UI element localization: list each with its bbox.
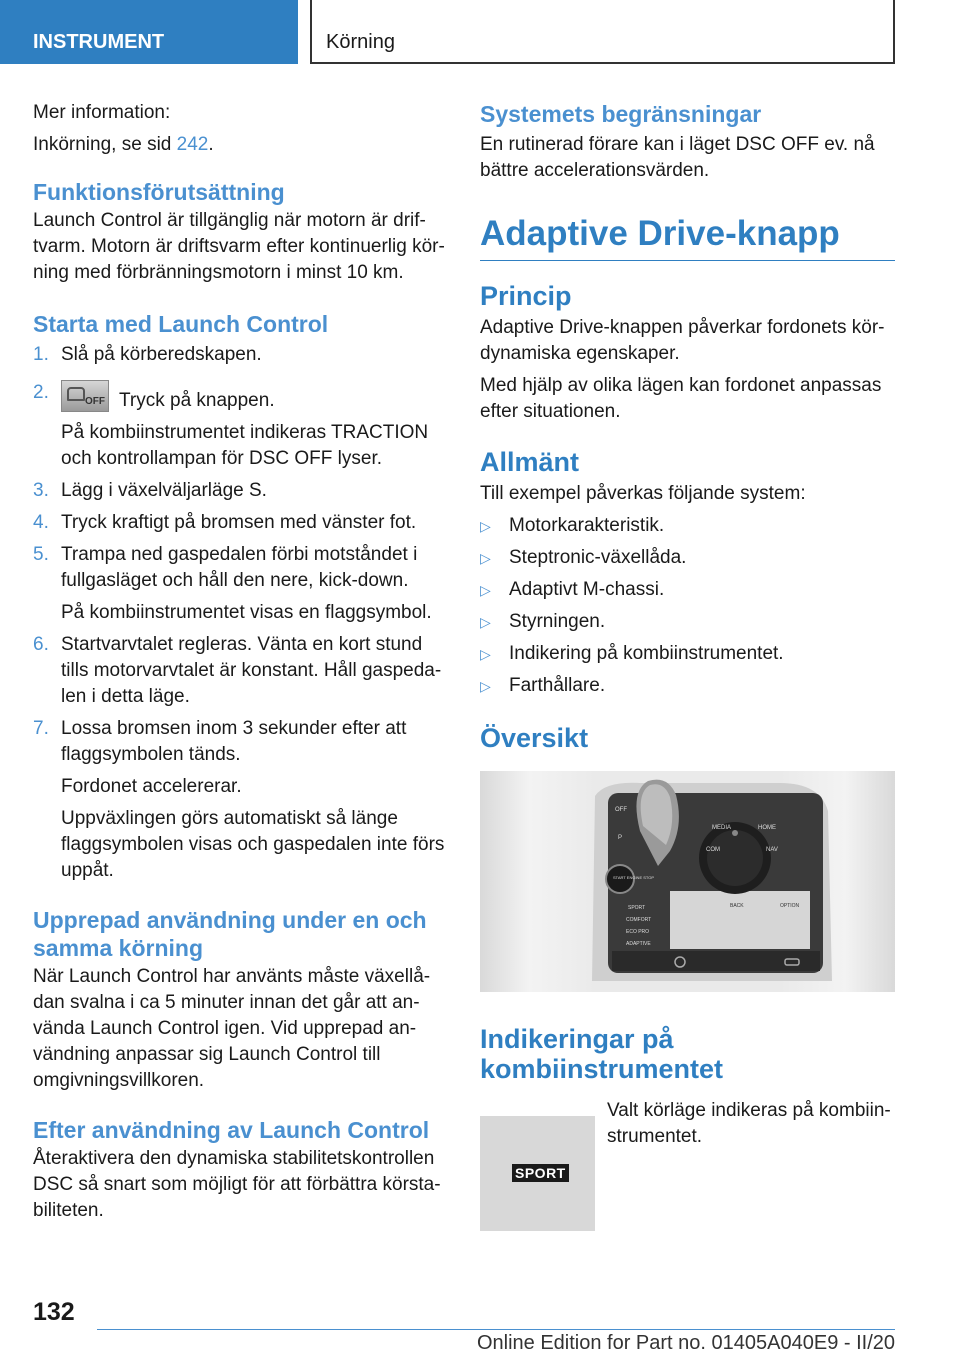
- triangle-bullet-icon: ▷: [480, 646, 491, 662]
- system-item: [480, 545, 895, 571]
- heading-upprepad-anvandning: Upprepad användning under en och samma körning: [33, 907, 427, 961]
- step-subtext: Uppväxlingen görs automatiskt så länge flaggsymbolen visas och gaspedalen inte förs uppåt.: [61, 808, 445, 881]
- system-text: Adaptivt M-chassi.: [509, 579, 665, 600]
- step-number: 5.: [33, 544, 49, 565]
- step-number: 6.: [33, 634, 49, 655]
- console-label: ADAPTIVE: [626, 941, 651, 947]
- step-item: [33, 342, 445, 368]
- system-text: Styrningen.: [509, 611, 606, 632]
- triangle-bullet-icon: ▷: [480, 582, 491, 598]
- step-text: Lägg i växelväljarläge S.: [61, 480, 267, 501]
- sport-mode-indicator-image: [480, 1116, 595, 1231]
- heading-funktionsforutsattning: Funktionsförutsättning: [33, 179, 285, 205]
- system-text: Indikering på kombiinstrumentet.: [509, 643, 784, 664]
- system-item: [480, 673, 895, 699]
- step-text: Tryck kraftigt på bromsen med vänster fot.: [61, 512, 417, 533]
- step-number: 7.: [33, 718, 49, 739]
- after-paragraph: Återaktivera den dynamiska stabilitetskontrollen DSC så snart som möjligt för att förbättra körstabiliteten.: [33, 1148, 441, 1221]
- console-label: OFF: [615, 807, 627, 813]
- heading-efter-anvandning: Efter användning av Launch Control: [33, 1117, 430, 1143]
- step-text: Startvarvtalet regleras. Vänta en kort stund tills motorvarvtalet är konstant. Håll gaspedalen i detta läge.: [61, 634, 442, 707]
- heading-oversikt: Översikt: [480, 723, 589, 753]
- general-paragraph: Till exempel påverkas följande system:: [480, 483, 806, 504]
- sport-label: SPORT: [512, 1164, 569, 1182]
- step-item: [33, 478, 445, 504]
- step-item: [33, 716, 445, 884]
- systems-list: [480, 513, 895, 699]
- heading-starta-launch-control: Starta med Launch Control: [33, 311, 329, 337]
- console-label: MEDIA: [712, 825, 732, 831]
- triangle-bullet-icon: ▷: [480, 678, 491, 694]
- console-label: P: [618, 835, 623, 841]
- footer-edition: Online Edition for Part no. 01405A040E9 - II/20: [476, 1332, 895, 1354]
- center-console-photo: [480, 771, 895, 992]
- step-item: [33, 632, 445, 710]
- system-item: [480, 513, 895, 539]
- header-chapter-title: Körning: [326, 31, 395, 53]
- console-label: SPORT: [628, 905, 646, 911]
- step-item: [33, 380, 445, 472]
- step-text: Tryck på knappen.: [119, 390, 275, 411]
- system-item: [480, 609, 895, 635]
- heading-adaptive-drive-knapp: Adaptive Drive-knapp: [480, 212, 895, 261]
- console-label: OPTION: [780, 903, 800, 909]
- step-number: 2.: [33, 382, 49, 403]
- triangle-bullet-icon: ▷: [480, 614, 491, 630]
- repeat-paragraph: När Launch Control har använts måste växellådan svalna i ca 5 minuter innan det går att använda Launch Control igen. Vid upprepad användning anpassar sig Launch Control till omgivningsvillkoren.: [33, 966, 431, 1091]
- dsc-off-button-icon: OFF: [61, 380, 109, 412]
- left-column: [33, 100, 445, 1224]
- header-chapter-tab: [310, 0, 895, 64]
- center-console-illustration: [480, 771, 895, 992]
- footer-divider: [97, 1329, 895, 1330]
- step-subtext: På kombiinstrumentet visas en flaggsymbol.: [61, 602, 432, 623]
- heading-princip: Princip: [480, 281, 572, 311]
- func-paragraph: Launch Control är tillgänglig när motorn är driftvarm. Motorn är driftsvarm efter kontinuerlig körning med förbränningsmotorn i minst 10 km.: [33, 210, 445, 283]
- launch-steps-list: [33, 342, 445, 884]
- system-item: [480, 641, 895, 667]
- header-section-title: INSTRUMENT: [33, 31, 165, 53]
- console-label: ECO PRO: [626, 929, 650, 935]
- heading-indikeringar: Indikeringar på kombiinstrumentet: [480, 1024, 724, 1084]
- system-text: Motorkarakteristik.: [509, 515, 665, 536]
- console-label: COMFORT: [626, 917, 652, 923]
- triangle-bullet-icon: ▷: [480, 518, 491, 534]
- limits-paragraph: En rutinerad förare kan i läget DSC OFF ev. nå bättre accelerationsvärden.: [480, 134, 875, 181]
- right-column: [480, 100, 895, 1150]
- page-link-242[interactable]: 242: [176, 134, 209, 155]
- system-text: Farthållare.: [509, 675, 606, 696]
- step-item: [33, 510, 445, 536]
- system-item: [480, 577, 895, 603]
- console-label: COM: [706, 847, 720, 853]
- console-label: START ENGINE STOP: [613, 875, 655, 880]
- step-text: Slå på körberedskapen.: [61, 344, 262, 365]
- step-number: 3.: [33, 480, 49, 501]
- step-item: [33, 542, 445, 626]
- step-text: Trampa ned gaspedalen förbi motståndet i fullgasläget och håll den nere, kick-down.: [61, 544, 418, 591]
- step-number: 4.: [33, 512, 49, 533]
- more-info-text: Inkörning, se sid: [33, 134, 177, 155]
- triangle-bullet-icon: ▷: [480, 550, 491, 566]
- princip-paragraph-2: Med hjälp av olika lägen kan fordonet anpassas efter situationen.: [480, 375, 882, 422]
- step-subtext: På kombiinstrumentet indikeras TRACTION och kontrollampan för DSC OFF lyser.: [61, 422, 429, 469]
- console-label: HOME: [758, 825, 776, 831]
- heading-allmant: Allmänt: [480, 447, 580, 477]
- more-info-label: Mer information:: [33, 102, 171, 123]
- more-info-line: [33, 132, 445, 158]
- more-info-end: .: [208, 134, 214, 155]
- step-subtext: Fordonet accelererar.: [61, 776, 242, 797]
- header-section-tab: [0, 0, 298, 64]
- console-label: BACK: [730, 903, 744, 909]
- heading-systemets-begransningar: Systemets begränsningar: [480, 101, 762, 127]
- step-number: 1.: [33, 344, 49, 365]
- step-text: Lossa bromsen inom 3 sekunder efter att flaggsymbolen tänds.: [61, 718, 407, 765]
- system-text: Steptronic-växellåda.: [509, 547, 687, 568]
- console-label: NAV: [766, 847, 778, 853]
- page-number: 132: [33, 1298, 75, 1326]
- princip-paragraph-1: Adaptive Drive-knappen påverkar fordonets kördynamiska egenskaper.: [480, 317, 885, 364]
- indic-paragraph: Valt körläge indikeras på kombiinstrumentet.: [607, 1100, 891, 1147]
